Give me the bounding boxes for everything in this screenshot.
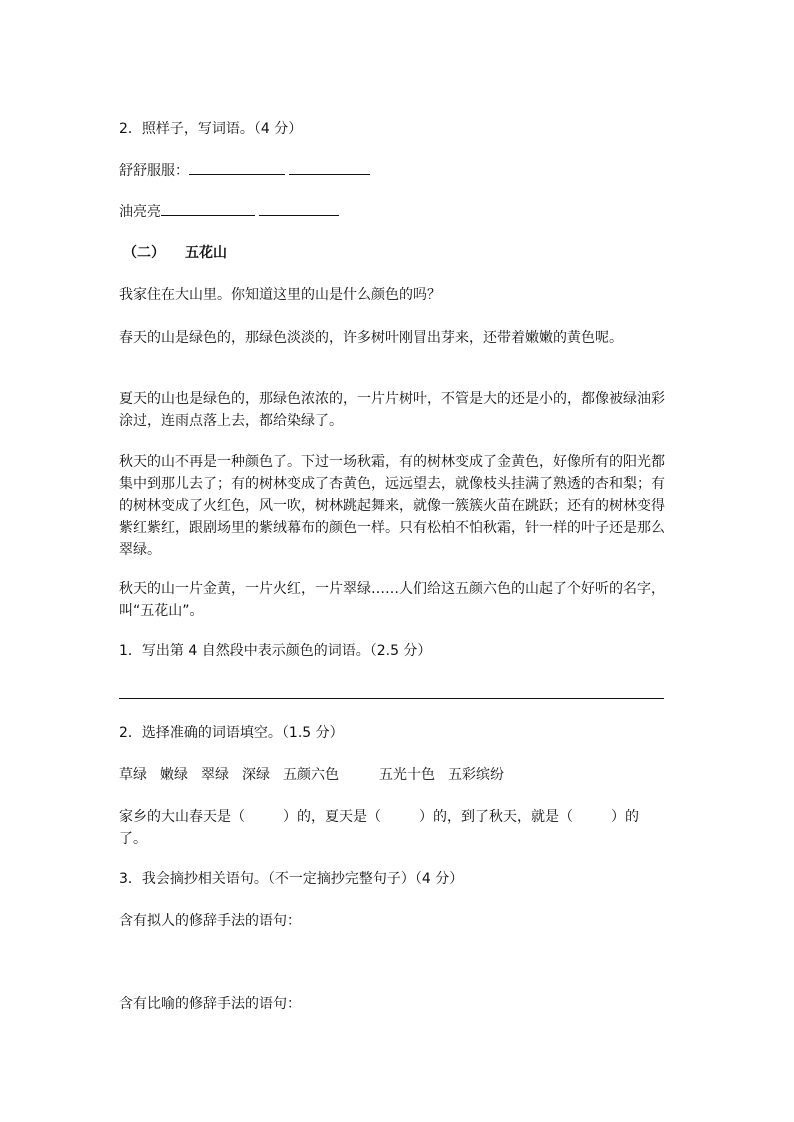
question-3-title: 3．我会摘抄相关语句。（不一定摘抄完整句子）（4 分） xyxy=(119,871,464,887)
word-option: 嫩绿 xyxy=(160,767,188,783)
section-heading xyxy=(123,242,679,264)
question-2-title: 2．照样子，写词语。（4 分） xyxy=(119,121,303,137)
answer-line[interactable] xyxy=(119,698,664,699)
word-option: 五彩缤纷 xyxy=(448,767,504,783)
section-number: （二） xyxy=(123,245,165,261)
question-2b-title: 2．选择准确的词语填空。（1.5 分） xyxy=(119,725,344,741)
answer-row-1-label: 舒舒服服： xyxy=(119,163,189,179)
sentence-text: 家乡的大山春天是（ xyxy=(119,809,245,825)
fill-in-sentence xyxy=(119,806,639,850)
sentence-text: ）的了。 xyxy=(119,809,639,847)
word-option: 草绿 xyxy=(119,767,147,783)
word-options xyxy=(119,764,675,786)
word-option: 深绿 xyxy=(242,767,270,783)
word-option: 五光十色 xyxy=(379,767,435,783)
section-title: 五花山 xyxy=(185,245,227,261)
answer-row-1 xyxy=(119,160,675,182)
word-option: 五颜六色 xyxy=(283,767,339,783)
question-1-title: 1．写出第 4 自然段中表示颜色的词语。（2.5 分） xyxy=(119,643,432,659)
quote-prompt-metaphor: 含有比喻的修辞手法的语句： xyxy=(119,996,301,1012)
passage-paragraph: 秋天的山一片金黄，一片火红，一片翠绿……人们给这五颜六色的山起了个好听的名字，叫“五花山”。 xyxy=(119,581,665,619)
answer-row-2-label: 油亮亮 xyxy=(119,204,161,220)
answer-blank[interactable] xyxy=(189,160,285,175)
answer-row-2 xyxy=(119,201,675,223)
sentence-text: ）的，到了秋天，就是（ xyxy=(419,809,573,825)
passage-paragraph: 秋天的山不再是一种颜色了。下过一场秋霜，有的树林变成了金黄色，好像所有的阳光都集中到那儿去了；有的树林变成了杏黄色，远远望去，就像枝头挂满了熟透的杏和梨；有的树林变成了火红色，风一吹，树林跳起舞来，就像一簇簇火苗在跳跃；还有的树林变得紫红紫红，跟剧场里的紫绒幕布的颜色一样。只有松柏不怕秋霜，针一样的叶子还是那么翠绿。 xyxy=(119,454,665,558)
passage-paragraph: 我家住在大山里。你知道这里的山是什么颜色的吗？ xyxy=(119,287,441,303)
answer-blank[interactable] xyxy=(289,160,370,175)
passage-paragraph: 夏天的山也是绿色的，那绿色浓浓的，一片片树叶，不管是大的还是小的，都像被绿油彩涂过，连雨点落上去，都给染绿了。 xyxy=(119,391,665,429)
answer-blank[interactable] xyxy=(161,201,255,216)
quote-prompt-personification: 含有拟人的修辞手法的语句： xyxy=(119,913,301,929)
word-option: 翠绿 xyxy=(201,767,229,783)
sentence-text: ）的，夏天是（ xyxy=(283,809,381,825)
passage-paragraph: 春天的山是绿色的，那绿色淡淡的，许多树叶刚冒出芽来，还带着嫩嫩的黄色呢。 xyxy=(119,330,623,346)
answer-blank[interactable] xyxy=(259,201,339,216)
